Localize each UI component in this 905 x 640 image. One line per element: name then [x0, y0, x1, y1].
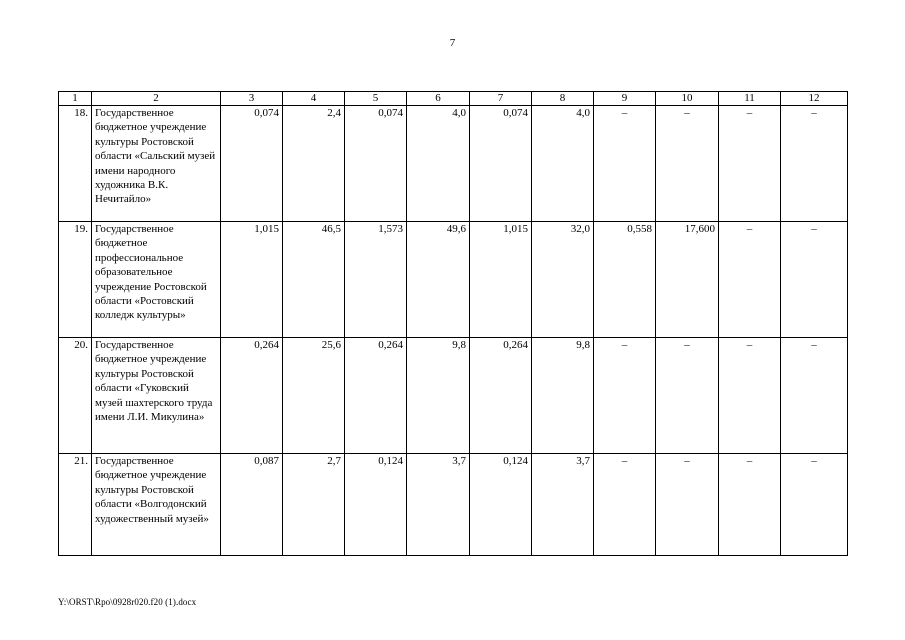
column-header: 9	[594, 92, 656, 106]
table-cell: –	[781, 222, 848, 338]
table-cell: 4,0	[532, 106, 594, 222]
table-row	[59, 106, 848, 222]
table-cell: 46,5	[283, 222, 345, 338]
table-cell: 0,074	[221, 106, 283, 222]
table-cell: 0,264	[221, 338, 283, 454]
column-header: 5	[345, 92, 407, 106]
table-cell: –	[781, 106, 848, 222]
table-cell: –	[594, 106, 656, 222]
table-cell: –	[719, 338, 781, 454]
table-cell: 1,573	[345, 222, 407, 338]
table-cell: 0,124	[470, 454, 532, 556]
row-number: 18.	[59, 106, 92, 222]
table-cell: 17,600	[656, 222, 719, 338]
column-header: 7	[470, 92, 532, 106]
table-cell: 3,7	[407, 454, 470, 556]
table-cell: –	[781, 454, 848, 556]
column-header: 3	[221, 92, 283, 106]
table-cell: –	[719, 454, 781, 556]
table-cell: –	[719, 222, 781, 338]
table-cell: 32,0	[532, 222, 594, 338]
table-cell: 2,4	[283, 106, 345, 222]
table-row	[59, 338, 848, 454]
table-cell: –	[719, 106, 781, 222]
institution-name: Государственное бюджетное учреждение культуры Ростовской области «Волгодонский художественный музей»	[92, 454, 221, 556]
column-header: 6	[407, 92, 470, 106]
table-cell: 1,015	[221, 222, 283, 338]
table-cell: –	[781, 338, 848, 454]
table-cell: 2,7	[283, 454, 345, 556]
table-cell: –	[656, 454, 719, 556]
table-header-row	[59, 92, 848, 106]
table-cell: 0,074	[470, 106, 532, 222]
table-cell: 0,087	[221, 454, 283, 556]
table-cell: 0,264	[345, 338, 407, 454]
table-cell: 3,7	[532, 454, 594, 556]
table-row	[59, 222, 848, 338]
page-number: 7	[449, 37, 456, 49]
column-header: 12	[781, 92, 848, 106]
table-cell: 9,8	[532, 338, 594, 454]
table-cell: 49,6	[407, 222, 470, 338]
row-number: 21.	[59, 454, 92, 556]
table-cell: 0,074	[345, 106, 407, 222]
column-header: 1	[59, 92, 92, 106]
table-row	[59, 454, 848, 556]
table-cell: 25,6	[283, 338, 345, 454]
institution-name: Государственное бюджетное профессиональное образовательное учреждение Ростовской области «Ростовский колледж культуры»	[92, 222, 221, 338]
footer-file-path: Y:\ORST\Rpo\0928r020.f20 (1).docx	[58, 597, 197, 607]
table-cell: –	[656, 106, 719, 222]
table-cell: 0,264	[470, 338, 532, 454]
institution-name: Государственное бюджетное учреждение культуры Ростовской области «Гуковский музей шахтерского труда имени Л.И. Микулина»	[92, 338, 221, 454]
table-cell: –	[656, 338, 719, 454]
row-number: 19.	[59, 222, 92, 338]
column-header: 2	[92, 92, 221, 106]
row-number: 20.	[59, 338, 92, 454]
table-cell: 1,015	[470, 222, 532, 338]
table-cell: –	[594, 454, 656, 556]
data-table	[58, 91, 848, 556]
column-header: 8	[532, 92, 594, 106]
column-header: 4	[283, 92, 345, 106]
table-cell: 0,124	[345, 454, 407, 556]
column-header: 10	[656, 92, 719, 106]
table-cell: –	[594, 338, 656, 454]
column-header: 11	[719, 92, 781, 106]
table-cell: 9,8	[407, 338, 470, 454]
table-cell: 0,558	[594, 222, 656, 338]
institution-name: Государственное бюджетное учреждение культуры Ростовской области «Сальский музей имени народного художника В.К. Нечитайло»	[92, 106, 221, 222]
table-cell: 4,0	[407, 106, 470, 222]
